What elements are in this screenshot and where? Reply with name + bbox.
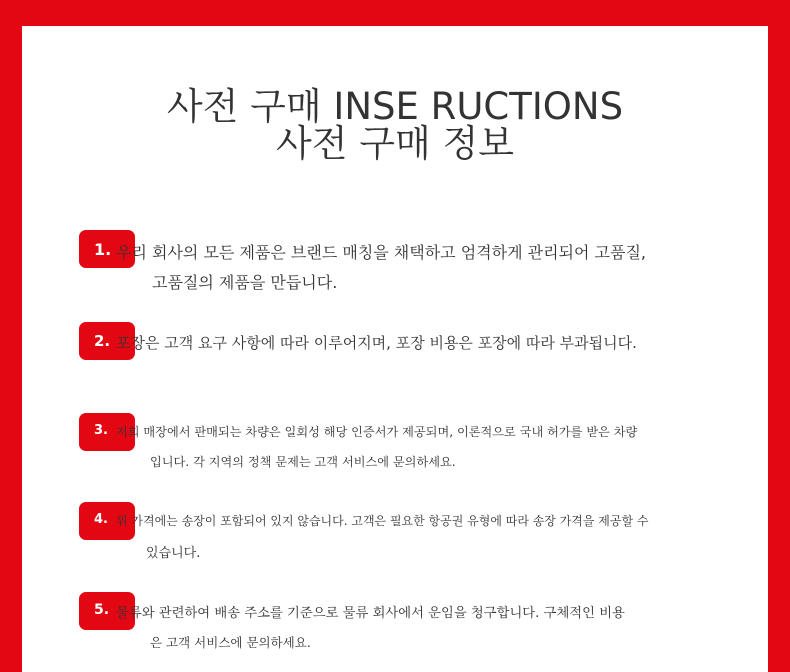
- item-text-line2: 입니다. 각 지역의 정책 문제는 고객 서비스에 문의하세요.: [150, 455, 456, 469]
- item-number: 3.: [94, 423, 108, 438]
- item-text-line1: 위 가격에는 송장이 포함되어 있지 않습니다. 고객은 필요한 항공권 유형에 따라 송장 가격을 제공할 수: [116, 514, 649, 528]
- instruction-sheet: [22, 26, 768, 672]
- item-text-line1: 우리 회사의 모든 제품은 브랜드 매칭을 채택하고 엄격하게 관리되어 고품질,: [116, 243, 646, 262]
- item-number: 4.: [94, 512, 108, 527]
- page-title: 사전 구매 INSE RUCTIONS: [166, 85, 624, 128]
- item-number: 2.: [94, 332, 111, 350]
- item-text-line1: 물류와 관련하여 배송 주소를 기준으로 물류 회사에서 운임을 청구합니다. 구체적인 비용: [116, 606, 625, 621]
- page-subtitle: 사전 구매 정보: [276, 122, 514, 165]
- item-text-line1: 포장은 고객 요구 사항에 따라 이루어지며, 포장 비용은 포장에 따라 부과됩니다.: [116, 334, 637, 352]
- item-text-line1: 저희 매장에서 판매되는 차량은 일회성 해당 인증서가 제공되며, 이론적으로 국내 허가를 받은 차량: [116, 425, 638, 439]
- item-text-line2: 은 고객 서비스에 문의하세요.: [150, 635, 311, 650]
- item-text-line2: 있습니다.: [146, 546, 201, 561]
- item-text-line2: 고품질의 제품을 만듭니다.: [152, 273, 338, 292]
- item-number: 5.: [94, 602, 110, 618]
- item-number: 1.: [94, 240, 112, 259]
